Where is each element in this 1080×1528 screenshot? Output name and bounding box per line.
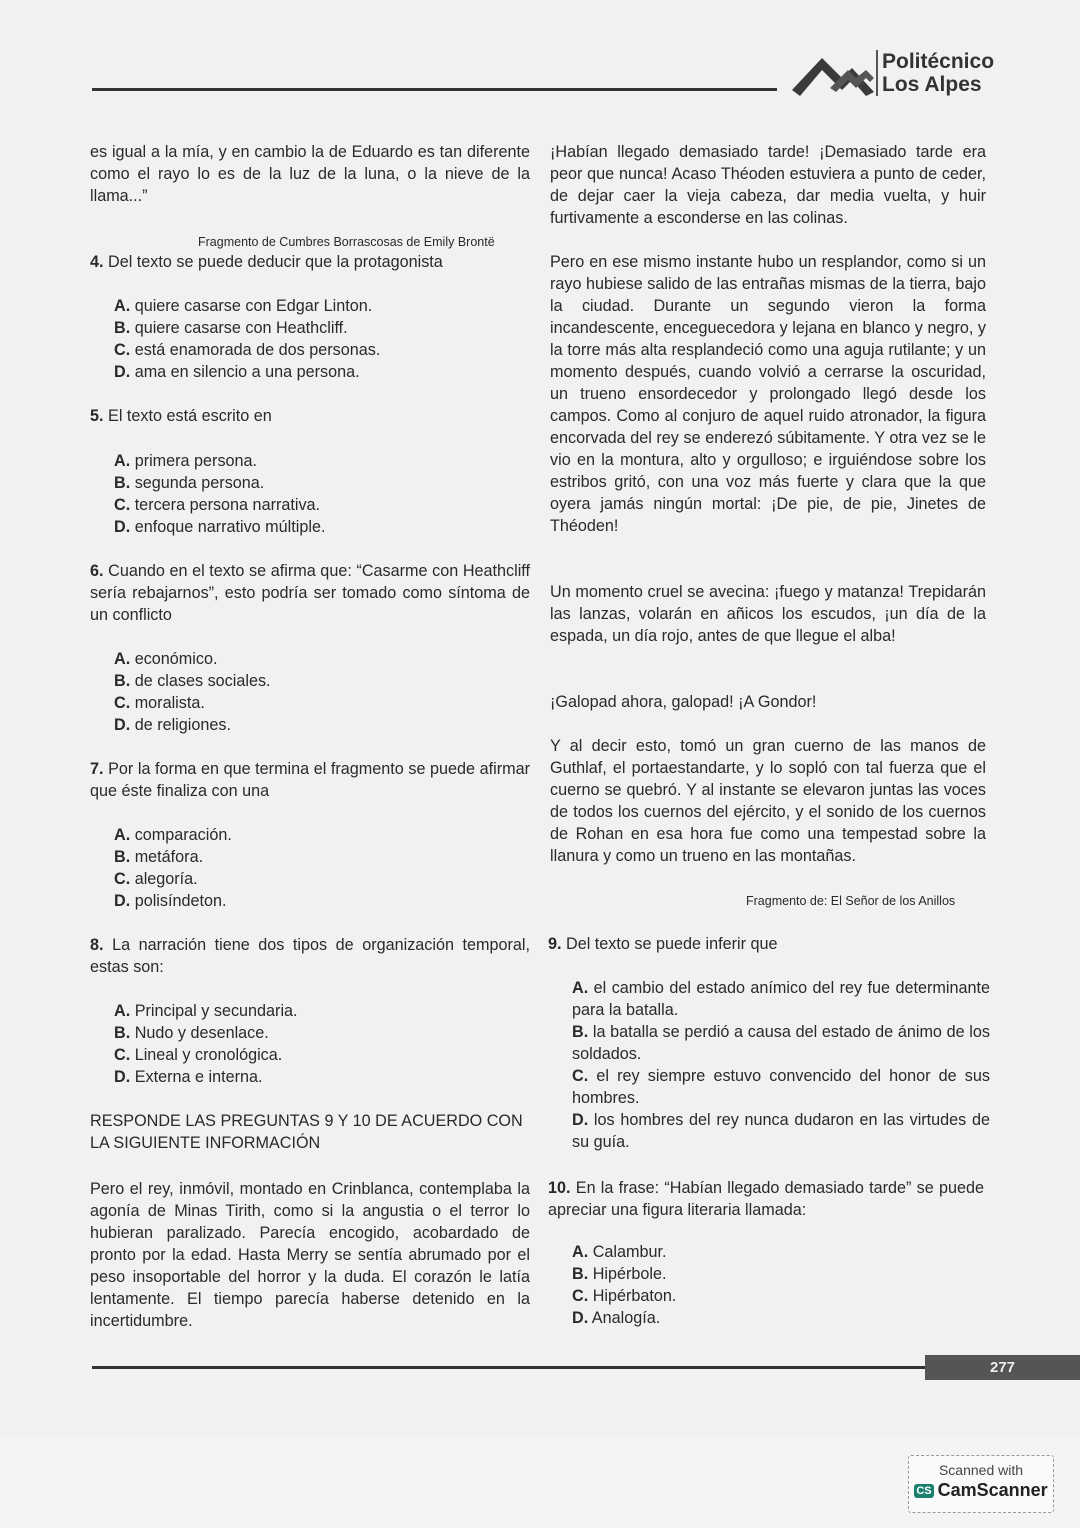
answer-options (114, 450, 325, 538)
answer-options (114, 1000, 298, 1088)
option-text: comparación. (134, 826, 232, 844)
answer-options (114, 824, 232, 912)
option-text: metáfora. (134, 848, 204, 866)
question-text: Del texto se puede inferir que (566, 935, 778, 953)
answer-option[interactable] (114, 494, 325, 516)
logo-line1: Politécnico (882, 50, 995, 73)
instruction-heading: RESPONDE LAS PREGUNTAS 9 Y 10 DE ACUERDO CON LA SIGUIENTE INFORMACIÓN (90, 1112, 523, 1152)
option-text: el cambio del estado anímico del rey fue determinante para la batalla. (572, 979, 990, 1019)
option-letter: D. (114, 1068, 131, 1086)
header-rule (92, 88, 777, 91)
logo-line2: Los Alpes (882, 73, 982, 96)
option-letter: C. (114, 341, 131, 359)
logo-text (876, 50, 994, 96)
intro-paragraph: es igual a la mía, y en cambio la de Eduardo es tan diferente como el rayo lo es de la luz de la luna, o la nieve de la llama...” (90, 143, 530, 205)
option-letter: B. (114, 319, 131, 337)
passage-paragraph: Pero en ese mismo instante hubo un resplandor, como si un rayo hubiese salido de las entrañas mismas de la tierra, bajo la ciudad. Durante un segundo vieron la forma incandescente, enceguecedora y lejana en blanco y negro, y la torre más alta resplandeció como una aguja rutilante; y un momento después, cuando volvió a cerrarse la oscuridad, un trueno ensordecedor y prolongado llegó desde los campos. Como al conjuro de aquel ruido atronador, la figura encorvada del rey se enderezó súbitamente. Y otra vez se le vio en la montura, alto y orgulloso; e irguiéndose sobre los estribos gritó, con una voz más fuerte y clara que la que oyera jamás ningún mortal: ¡De pie, de pie, Jinetes de Théoden! (550, 253, 986, 535)
option-letter: A. (114, 297, 131, 315)
question-text: En la frase: “Habían llegado demasiado tarde” se puede apreciar una figura literaria llamada: (548, 1179, 984, 1219)
answer-option[interactable] (114, 339, 380, 361)
question-text: Cuando en el texto se afirma que: “Casarme con Heathcliff sería rebajarnos”, esto podría ser tomado como síntoma de un conflicto (90, 562, 531, 624)
option-text: polisíndeton. (134, 892, 227, 910)
answer-option[interactable] (114, 1000, 298, 1022)
option-text: Principal y secundaria. (134, 1002, 298, 1020)
option-text: tercera persona narrativa. (134, 496, 321, 514)
option-text: segunda persona. (134, 474, 265, 492)
option-text: Hipérbaton. (592, 1287, 677, 1305)
answer-option[interactable] (114, 516, 325, 538)
option-letter: D. (114, 363, 131, 381)
question-text: El texto está escrito en (108, 407, 272, 425)
answer-option[interactable] (114, 824, 232, 846)
answer-option[interactable] (114, 450, 325, 472)
option-letter: D. (114, 518, 131, 536)
camscanner-watermark (908, 1455, 1054, 1513)
option-letter: C. (114, 870, 131, 888)
option-text: económico. (134, 650, 218, 668)
option-letter: A. (114, 826, 131, 844)
answer-option[interactable] (572, 1285, 676, 1307)
option-text: está enamorada de dos personas. (134, 341, 381, 359)
answer-option[interactable] (114, 692, 271, 714)
watermark-line2: CamScanner (937, 1480, 1048, 1500)
source-citation: Fragmento de: El Señor de los Anillos (746, 894, 956, 908)
answer-option[interactable] (114, 361, 380, 383)
question-text: Por la forma en que termina el fragmento se puede afirmar que éste finaliza con una (90, 760, 531, 800)
option-letter: C. (114, 1046, 131, 1064)
answer-option[interactable] (114, 648, 271, 670)
answer-options (572, 977, 990, 1153)
answer-option[interactable] (114, 714, 271, 736)
answer-option[interactable] (572, 1241, 676, 1263)
answer-option[interactable] (572, 1109, 990, 1153)
passage-paragraph: ¡Galopad ahora, galopad! ¡A Gondor! (550, 693, 817, 711)
passage-paragraph: Un momento cruel se avecina: ¡fuego y matanza! Trepidarán las lanzas, volarán en añicos los escudos, ¡un día de la espada, un día rojo, antes de que llegue el alba! (550, 583, 986, 645)
option-letter: C. (572, 1287, 589, 1305)
option-letter: A. (572, 1243, 589, 1261)
option-text: Analogía. (591, 1309, 661, 1327)
option-letter: A. (114, 452, 131, 470)
option-text: los hombres del rey nunca dudaron en las virtudes de su guía. (572, 1111, 990, 1151)
answer-option[interactable] (572, 1307, 676, 1329)
option-text: moralista. (134, 694, 205, 712)
watermark-line1: Scanned with (938, 1462, 1024, 1478)
answer-options (572, 1241, 676, 1329)
camscanner-icon: CS (916, 1485, 932, 1497)
option-letter: A. (114, 650, 131, 668)
answer-option[interactable] (114, 868, 232, 890)
option-letter: B. (114, 848, 131, 866)
option-text: Calambur. (592, 1243, 667, 1261)
option-text: Hipérbole. (592, 1265, 667, 1283)
option-text: quiere casarse con Heathcliff. (134, 319, 348, 337)
question-stem (548, 1177, 984, 1221)
option-letter: D. (572, 1111, 589, 1129)
question-text: Del texto se puede deducir que la protagonista (108, 253, 443, 271)
question-stem (90, 758, 530, 802)
question-stem (548, 933, 984, 955)
answer-option[interactable] (114, 295, 380, 317)
option-letter: B. (114, 1024, 131, 1042)
passage-paragraph: Pero el rey, inmóvil, montado en Crinblanca, contemplaba la agonía de Minas Tirith, como si la angustia o el terror lo hubieran paralizado. Parecía encogido, acobardado de pronto por la edad. Hasta Merry se sentía abrumado por el peso insoportable del horror y la duda. El corazón le latía lentamente. El tiempo parecía haberse detenido en la incertidumbre. (90, 1180, 530, 1330)
option-text: de clases sociales. (134, 672, 271, 690)
option-text: la batalla se perdió a causa del estado de ánimo de los soldados. (572, 1023, 990, 1063)
page-number: 277 (925, 1355, 1080, 1380)
question-number: 6. (90, 562, 104, 580)
option-letter: D. (572, 1309, 589, 1327)
option-text: primera persona. (134, 452, 258, 470)
question-stem (90, 405, 530, 427)
option-letter: D. (114, 716, 131, 734)
answer-option[interactable] (572, 1065, 990, 1109)
option-letter: A. (572, 979, 589, 997)
option-text: alegoría. (134, 870, 198, 888)
answer-option[interactable] (572, 1263, 676, 1285)
answer-option[interactable] (114, 1044, 298, 1066)
option-letter: A. (114, 1002, 131, 1020)
answer-option[interactable] (114, 472, 325, 494)
option-text: de religiones. (134, 716, 231, 734)
option-text: enfoque narrativo múltiple. (134, 518, 326, 536)
answer-option[interactable] (572, 977, 990, 1021)
answer-option[interactable] (114, 1066, 298, 1088)
question-text: La narración tiene dos tipos de organización temporal, estas son: (90, 936, 531, 976)
footer-rule (92, 1366, 927, 1369)
option-letter: B. (114, 672, 131, 690)
answer-option[interactable] (114, 1022, 298, 1044)
option-text: Lineal y cronológica. (134, 1046, 283, 1064)
question-stem (90, 560, 530, 626)
source-citation: Fragmento de Cumbres Borrascosas de Emily Brontë (198, 235, 495, 249)
option-letter: D. (114, 892, 131, 910)
answer-option[interactable] (114, 846, 232, 868)
answer-option[interactable] (114, 670, 271, 692)
answer-option[interactable] (114, 317, 380, 339)
option-text: ama en silencio a una persona. (134, 363, 360, 381)
question-number: 7. (90, 760, 104, 778)
question-number: 8. (90, 936, 104, 954)
passage-paragraph: Y al decir esto, tomó un gran cuerno de las manos de Guthlaf, el portaestandarte, y lo sopló con tal fuerza que el cuerno se quebró. Y al instante se elevaron juntas las voces de todos los cuernos del ejército, y el sonido de los cuernos de Rohan en esa hora fue como una tempestad sobre la llanura y como un trueno en las montañas. (550, 737, 986, 865)
question-number: 10. (548, 1179, 571, 1197)
question-number: 4. (90, 253, 104, 271)
option-text: Externa e interna. (134, 1068, 263, 1086)
question-number: 9. (548, 935, 562, 953)
answer-options (114, 648, 271, 736)
passage-paragraph: ¡Habían llegado demasiado tarde! ¡Demasiado tarde era peor que nunca! Acaso Théoden estuviera a punto de ceder, de dejar caer la vieja cabeza, dar media vuelta, y huir furtivamente a esconderse en las colinas. (550, 143, 986, 227)
option-letter: B. (114, 474, 131, 492)
option-letter: C. (114, 496, 131, 514)
option-letter: C. (572, 1067, 589, 1085)
answer-option[interactable] (572, 1021, 990, 1065)
option-text: el rey siempre estuvo convencido del honor de sus hombres. (572, 1067, 990, 1107)
option-letter: C. (114, 694, 131, 712)
answer-options (114, 295, 380, 383)
question-stem (90, 934, 530, 978)
option-text: Nudo y desenlace. (134, 1024, 269, 1042)
answer-option[interactable] (114, 890, 232, 912)
option-letter: B. (572, 1023, 589, 1041)
option-text: quiere casarse con Edgar Linton. (134, 297, 373, 315)
question-stem (90, 251, 530, 273)
option-letter: B. (572, 1265, 589, 1283)
question-number: 5. (90, 407, 104, 425)
